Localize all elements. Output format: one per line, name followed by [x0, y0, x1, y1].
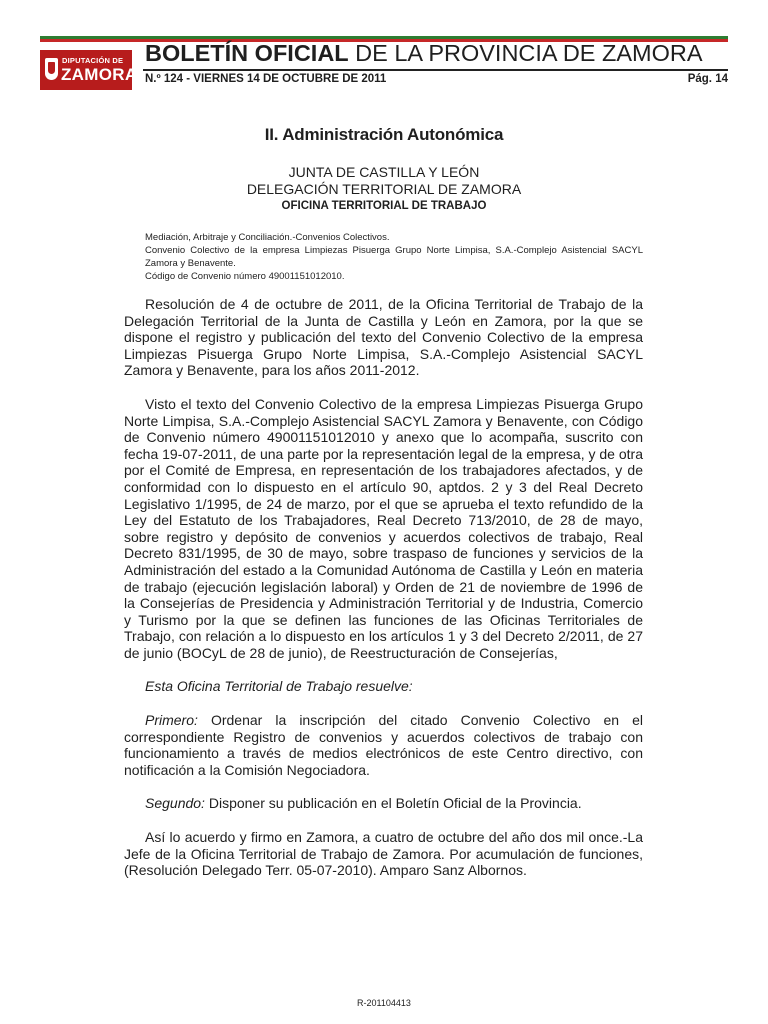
primero-paragraph: [124, 712, 643, 778]
document-body: [124, 296, 643, 896]
signature-paragraph: Así lo acuerdo y firmo en Zamora, a cuatro de octubre del año dos mil once.-La Jefe de la Oficina Territorial de Trabajo de Zamora. Por acumulación de funciones, (Resolución Delegado Terr. 05-07-2010). Amparo Sanz Albornos.: [124, 829, 643, 879]
resolution-paragraph: Resolución de 4 de octubre de 2011, de la Oficina Territorial de Trabajo de la Delegación Territorial de la Junta de Castilla y León en Zamora, por la que se dispone el registro y publicación del texto del Convenio Colectivo de la empresa Limpiezas Pisuerga Grupo Norte Limpisa, S.A.-Complejo Asistencial SACYL Zamora y Benavente, para los años 2011-2012.: [124, 296, 643, 379]
primero-label: Primero:: [145, 712, 198, 729]
summary-line: Mediación, Arbitraje y Conciliación.-Convenios Colectivos.: [145, 232, 390, 243]
resuelve-text: Esta Oficina Territorial de Trabajo resuelve:: [145, 678, 413, 695]
visto-paragraph: Visto el texto del Convenio Colectivo de la empresa Limpiezas Pisuerga Grupo Norte Limpisa, S.A.-Complejo Asistencial SACYL Zamora y Benavente, con Código de Convenio número 49001151012010 y anexo que lo acompaña, suscrito con fecha 19-07-2011, de una parte por la representación legal de la empresa, y de otra por el Comité de Empresa, en representación de los trabajadores afectados, y de conformidad con lo dispuesto en el artículo 90, aptdos. 2 y 3 del Real Decreto Legislativo 1/1995, de 24 de marzo, por el que se aprueba el texto refundido de la Ley del Estatuto de los Trabajadores, Real Decreto 713/2010, de 28 de mayo, sobre registro y depósito de convenios y acuerdos colectivos de trabajo, Real Decreto 831/1995, de 30 de mayo, sobre traspaso de funciones y servicios de la Administración del estado a la Comunidad Autónoma de Castilla y León en materia de trabajo (ejecución legislación laboral) y Orden de 21 de noviembre de 1996 de la Consejerías de Presidencia y Administración Territorial y de Industria, Comercio y Turismo por la que se definen las funciones de las Oficinas Territoriales de Trabajo, con relación a lo dispuesto en los artículos 1 y 3 del Decreto 2/2011, de 27 de junio (BOCyL de 28 de junio), de Reestructuración de Consejerías,: [124, 395, 643, 661]
resuelve-paragraph: [124, 678, 643, 695]
publication-title: [145, 40, 703, 67]
summary-line: Convenio Colectivo de la empresa Limpiezas Pisuerga Grupo Norte Limpisa, S.A.-Complejo Asistencial SACYL Zamora y Benavente.: [145, 245, 643, 269]
summary-block: [145, 231, 643, 283]
masthead-rule: [143, 69, 728, 71]
org-junta: JUNTA DE CASTILLA Y LEÓN: [288, 164, 480, 180]
publication-title-bold: BOLETÍN OFICIAL: [145, 40, 349, 66]
issue-info: N.º 124 - VIERNES 14 DE OCTUBRE DE 2011: [145, 73, 387, 85]
section-title: II. Administración Autonómica: [264, 125, 504, 144]
logo-line1: DIPUTACIÓN DE: [62, 56, 124, 65]
logo-line2: ZAMORA: [61, 65, 138, 84]
summary-line: Código de Convenio número 49001151012010.: [145, 271, 345, 282]
primero-text: Ordenar la inscripción del citado Convenio Colectivo en el correspondiente Registro de convenios y acuerdos colectivos de trabajo con funcionamiento a través de medios electrónicos de este Centro directivo, con notificación a la Comisión Negociadora.: [124, 712, 643, 778]
registry-number: R-201104413: [357, 998, 411, 1008]
org-oficina: OFICINA TERRITORIAL DE TRABAJO: [281, 200, 487, 212]
coat-of-arms-icon: [45, 58, 58, 80]
segundo-paragraph: [124, 795, 643, 812]
masthead: [40, 36, 728, 96]
segundo-label: Segundo:: [145, 795, 205, 812]
org-delegacion: DELEGACIÓN TERRITORIAL DE ZAMORA: [246, 181, 522, 197]
segundo-text: Disponer su publicación en el Boletín Oficial de la Provincia.: [204, 795, 582, 812]
page-number: Pág. 14: [687, 73, 728, 85]
diputacion-logo: [40, 50, 138, 90]
publication-title-rest: DE LA PROVINCIA DE ZAMORA: [348, 40, 703, 66]
